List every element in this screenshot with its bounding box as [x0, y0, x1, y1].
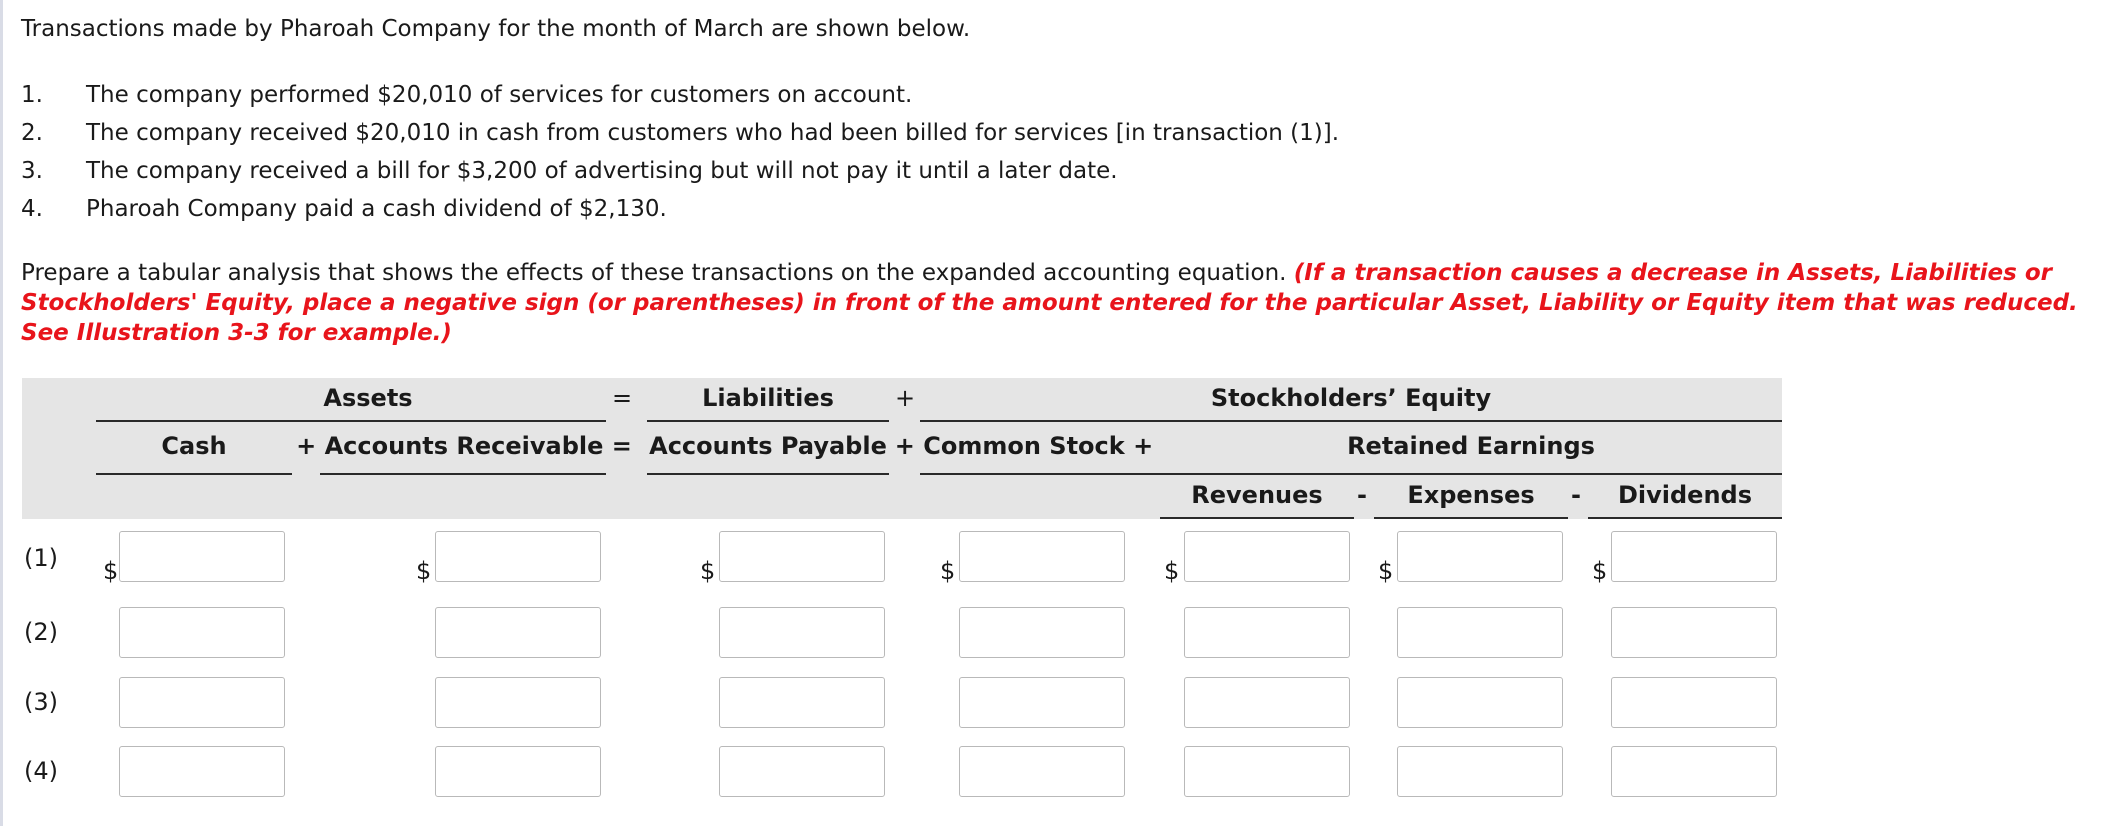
- accounts-receivable-input-row-3[interactable]: [435, 677, 601, 728]
- accounts-payable-input-row-3[interactable]: [719, 677, 885, 728]
- item-text: The company received a bill for $3,200 of advertising but will not pay it until a later date.: [86, 158, 1118, 184]
- common-stock-input-row-1[interactable]: [959, 531, 1125, 582]
- cash-underline: [96, 473, 292, 475]
- header-accounts-payable: Accounts Payable: [649, 432, 887, 460]
- accounts-payable-underline: [647, 473, 889, 475]
- header-minus-2: -: [1571, 481, 1581, 509]
- dollar-sign: $: [700, 557, 716, 585]
- common-stock-input-row-3[interactable]: [959, 677, 1125, 728]
- expenses-input-row-2[interactable]: [1397, 607, 1563, 658]
- header-revenues: Revenues: [1191, 481, 1323, 509]
- revenues-input-row-2[interactable]: [1184, 607, 1350, 658]
- header-assets: Assets: [323, 384, 413, 412]
- revenues-input-row-4[interactable]: [1184, 746, 1350, 797]
- list-item: [21, 80, 1339, 118]
- common-stock-input-row-2[interactable]: [959, 607, 1125, 658]
- cash-input-row-2[interactable]: [119, 607, 285, 658]
- liabilities-underline: [647, 420, 889, 422]
- accounts-receivable-input-row-4[interactable]: [435, 746, 601, 797]
- cash-input-row-1[interactable]: [119, 531, 285, 582]
- header-retained-earnings: Retained Earnings: [1347, 432, 1595, 460]
- dividends-input-row-3[interactable]: [1611, 677, 1777, 728]
- intro-text: Transactions made by Pharoah Company for the month of March are shown below.: [21, 16, 971, 42]
- dividends-input-row-1[interactable]: [1611, 531, 1777, 582]
- expenses-input-row-1[interactable]: [1397, 531, 1563, 582]
- item-number: 4.: [21, 196, 43, 222]
- dollar-sign: $: [1164, 557, 1180, 585]
- retained-earnings-underline: [1160, 473, 1782, 475]
- dollar-sign: $: [940, 557, 956, 585]
- cash-input-row-4[interactable]: [119, 746, 285, 797]
- dollar-sign: $: [1592, 557, 1608, 585]
- dollar-sign: $: [416, 557, 432, 585]
- item-number: 2.: [21, 120, 43, 146]
- item-number: 1.: [21, 82, 43, 108]
- row-label-3: (3): [24, 688, 58, 716]
- accounts-payable-input-row-1[interactable]: [719, 531, 885, 582]
- expenses-input-row-3[interactable]: [1397, 677, 1563, 728]
- item-number: 3.: [21, 158, 43, 184]
- left-border: [0, 0, 3, 826]
- dividends-input-row-4[interactable]: [1611, 746, 1777, 797]
- header-minus-1: -: [1357, 481, 1367, 509]
- revenues-input-row-1[interactable]: [1184, 531, 1350, 582]
- dividends-underline: [1588, 517, 1782, 519]
- instructions: [21, 258, 2101, 348]
- common-stock-input-row-4[interactable]: [959, 746, 1125, 797]
- expenses-input-row-4[interactable]: [1397, 746, 1563, 797]
- accounts-payable-input-row-4[interactable]: [719, 746, 885, 797]
- instruction-note: (If a transaction causes a decrease in Assets, Liabilities or Stockholders' Equity, place a negative sign (or parentheses) in front of the amount entered for the particular Asset, Liability or Equity item that was reduced. See Illustration 3-3 for example.): [21, 260, 2078, 346]
- row-label-4: (4): [24, 757, 58, 785]
- header-expenses: Expenses: [1407, 481, 1535, 509]
- revenues-input-row-3[interactable]: [1184, 677, 1350, 728]
- common-stock-underline: [920, 473, 1160, 475]
- item-text: The company performed $20,010 of services for customers on account.: [86, 82, 913, 108]
- item-text: The company received $20,010 in cash from customers who had been billed for services [in transaction (1)].: [86, 120, 1340, 146]
- transaction-list: [21, 80, 1339, 232]
- accounts-receivable-underline: [320, 473, 606, 475]
- header-accounts-receivable: + Accounts Receivable =: [296, 432, 632, 460]
- stockholders-equity-underline: [920, 420, 1782, 422]
- assets-underline: [96, 420, 606, 422]
- list-item: [21, 194, 1339, 232]
- expenses-underline: [1374, 517, 1568, 519]
- accounts-receivable-input-row-1[interactable]: [435, 531, 601, 582]
- prepare-text: Prepare a tabular analysis that shows the effects of these transactions on the expanded accounting equation.: [21, 260, 1287, 286]
- revenues-underline: [1160, 517, 1354, 519]
- list-item: [21, 118, 1339, 156]
- header-dividends: Dividends: [1617, 481, 1753, 509]
- dividends-input-row-2[interactable]: [1611, 607, 1777, 658]
- header-cash: Cash: [161, 432, 227, 460]
- list-item: [21, 156, 1339, 194]
- cash-input-row-3[interactable]: [119, 677, 285, 728]
- header-liabilities: Liabilities: [702, 384, 834, 412]
- row-label-2: (2): [24, 618, 58, 646]
- item-text: Pharoah Company paid a cash dividend of $2,130.: [86, 196, 667, 222]
- header-stockholders-equity: Stockholders’ Equity: [1210, 384, 1492, 412]
- header-plus: +: [894, 384, 916, 412]
- dollar-sign: $: [1378, 557, 1394, 585]
- accounts-payable-input-row-2[interactable]: [719, 607, 885, 658]
- dollar-sign: $: [103, 557, 119, 585]
- header-common-stock: + Common Stock +: [894, 432, 1154, 460]
- header-equals: =: [611, 384, 633, 412]
- accounts-receivable-input-row-2[interactable]: [435, 607, 601, 658]
- row-label-1: (1): [24, 544, 58, 572]
